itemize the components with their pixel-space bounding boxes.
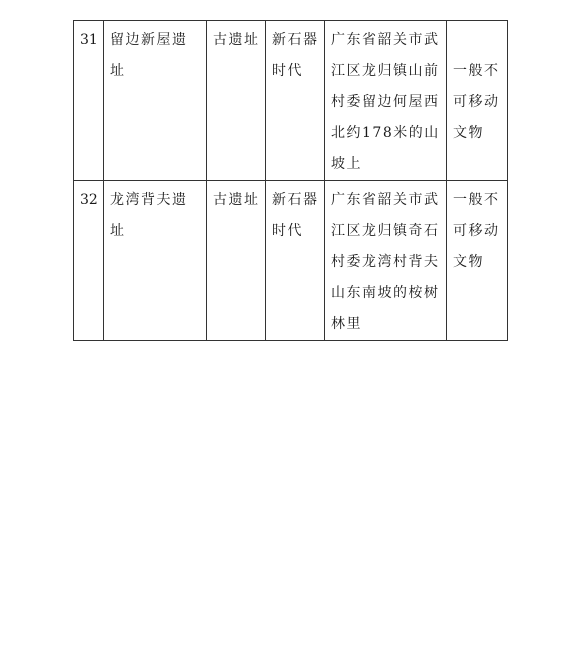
site-name: 留边新屋遗址 bbox=[104, 21, 207, 181]
site-location: 广东省韶关市武江区龙归镇奇石村委龙湾村背夫山东南坡的桉树林里 bbox=[325, 181, 447, 341]
site-name: 龙湾背夫遗址 bbox=[104, 181, 207, 341]
site-location: 广东省韶关市武江区龙归镇山前村委留边何屋西北约178米的山坡上 bbox=[325, 21, 447, 181]
row-number: 31 bbox=[74, 21, 104, 181]
site-type: 古遗址 bbox=[207, 21, 266, 181]
protection-category: 一般不可移动文物 bbox=[447, 181, 508, 341]
table-row bbox=[74, 21, 508, 181]
protection-category: 一般不可移动文物 bbox=[447, 21, 508, 181]
site-type: 古遗址 bbox=[207, 181, 266, 341]
site-era: 新石器时代 bbox=[266, 21, 325, 181]
heritage-table bbox=[73, 20, 508, 341]
row-number: 32 bbox=[74, 181, 104, 341]
site-era: 新石器时代 bbox=[266, 181, 325, 341]
table-row bbox=[74, 181, 508, 341]
